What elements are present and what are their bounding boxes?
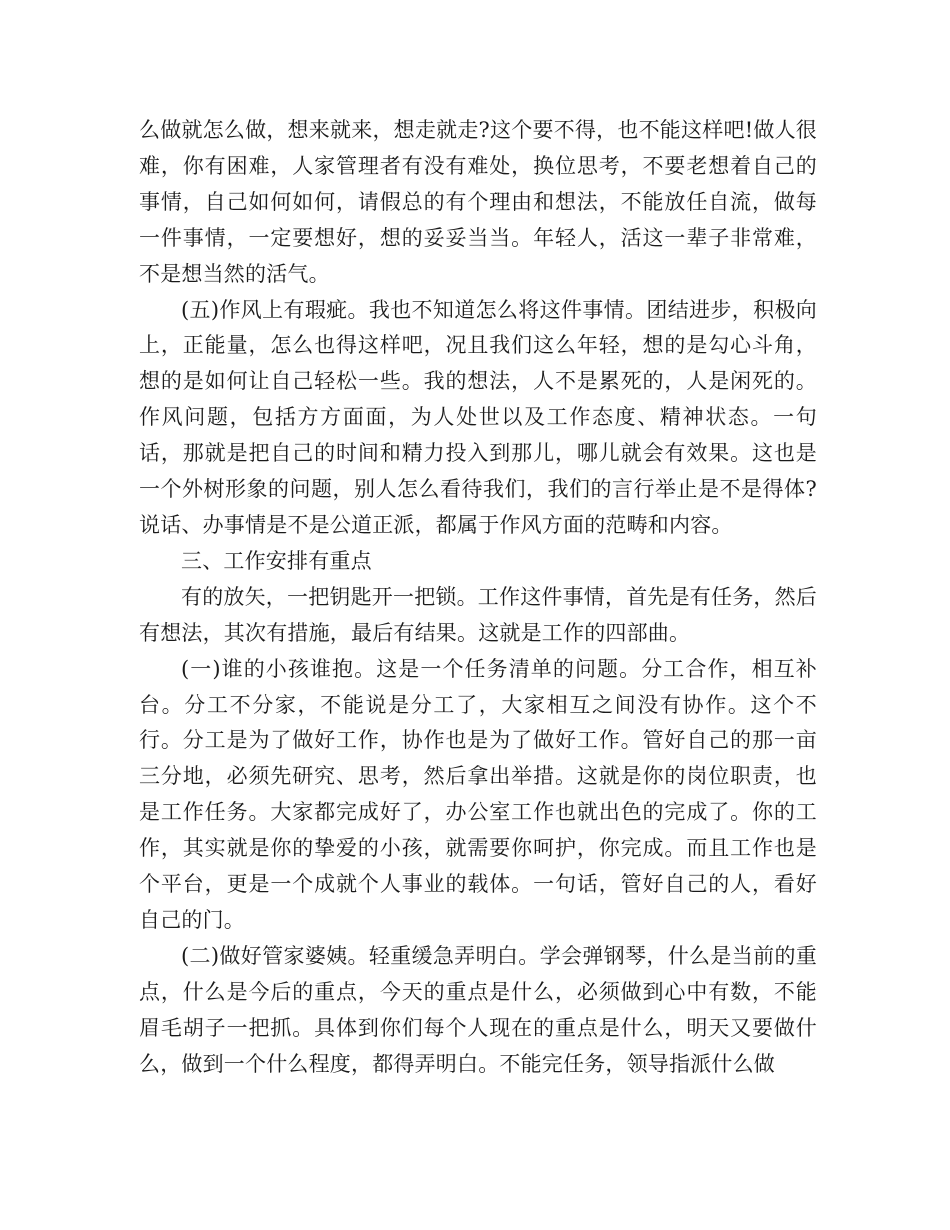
paragraph-item-one: (一)谁的小孩谁抱。这是一个任务清单的问题。分工合作，相互补台。分工不分家，不能说是分工了，大家相互之间没有协作。这个不行。分工是为了做好工作，协作也是为了做好工作。管好自己的那一亩三分地，必须先研究、思考，然后拿出举措。这就是你的岗位职责，也是工作任务。大家都完成好了，办公室工作也就出色的完成了。你的工作，其实就是你的挚爱的小孩，就需要你呵护，你完成。而且工作也是个平台，更是一个成就个人事业的载体。一句话，管好自己的人，看好自己的门。 <box>139 656 817 932</box>
paragraph-item-two: (二)做好管家婆姨。轻重缓急弄明白。学会弹钢琴，什么是当前的重点，什么是今后的重点，今天的重点是什么，必须做到心中有数，不能眉毛胡子一把抓。具体到你们每个人现在的重点是什么，明天又要做什么，做到一个什么程度，都得弄明白。不能完任务，领导指派什么做 <box>139 943 817 1076</box>
paragraph-section-five: (五)作风上有瑕疵。我也不知道怎么将这件事情。团结进步，积极向上，正能量，怎么也得这样吧，况且我们这么年轻，想的是勾心斗角，想的是如何让自己轻松一些。我的想法，人不是累死的，人是闲死的。作风问题，包括方方面面，为人处世以及工作态度、精神状态。一句话，那就是把自己的时间和精力投入到那儿，哪儿就会有效果。这也是一个外树形象的问题，别人怎么看待我们，我们的言行举止是不是得体?说话、办事情是不是公道正派，都属于作风方面的范畴和内容。 <box>139 297 817 537</box>
section-heading-three: 三、工作安排有重点 <box>181 548 372 573</box>
document-body <box>139 113 817 1082</box>
paragraph-intro: 有的放矢，一把钥匙开一把锁。工作这件事情，首先是有任务，然后有想法，其次有措施，最后有结果。这就是工作的四部曲。 <box>139 584 817 645</box>
paragraph-continuation: 么做就怎么做，想来就来，想走就走?这个要不得，也不能这样吧!做人很难，你有困难，人家管理者有没有难处，换位思考，不要老想着自己的事情，自己如何如何，请假总的有个理由和想法，不能放任自流，做每一件事情，一定要想好，想的妥妥当当。年轻人，活这一辈子非常难，不是想当然的活气。 <box>139 118 817 286</box>
